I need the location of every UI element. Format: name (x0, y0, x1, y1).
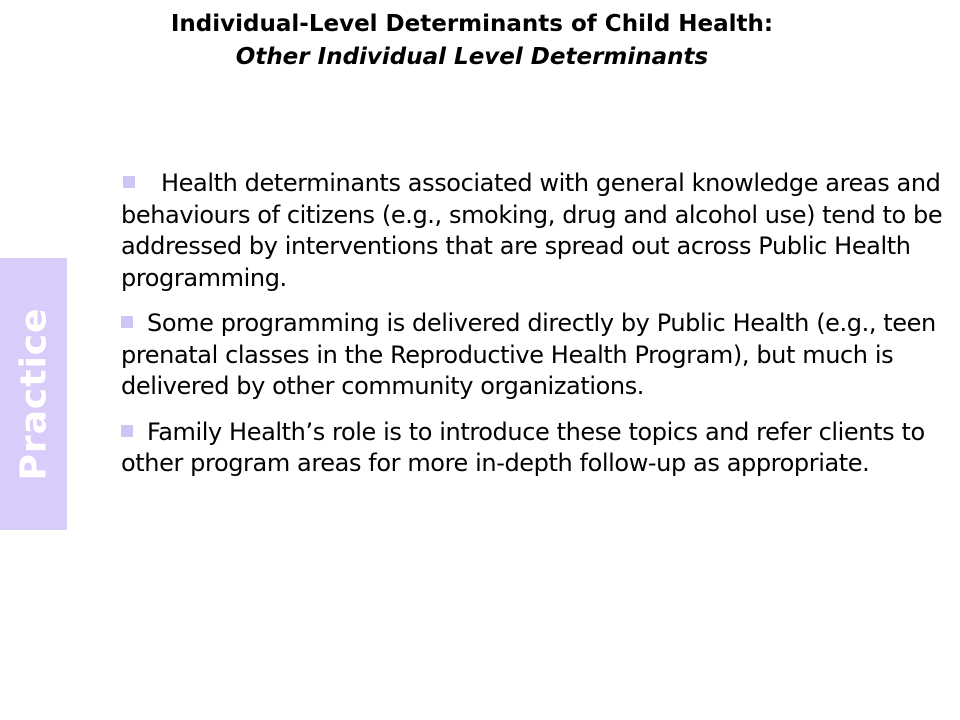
side-tab (0, 258, 67, 530)
bullet-text: Health determinants associated with general knowledge areas and behaviours of citizens (e.g., smoking, drug and alcohol use) tend to be addressed by interventions that are spread out across Public Health programming. (121, 169, 943, 292)
slide-subtitle: Other Individual Level Determinants (235, 44, 709, 70)
bullet-item (121, 417, 955, 480)
bullet-item (121, 168, 955, 294)
slide-title: Individual-Level Determinants of Child Health: (170, 11, 774, 37)
square-bullet-icon (121, 425, 133, 437)
square-bullet-icon (121, 316, 133, 328)
bullet-item (121, 308, 955, 403)
square-bullet-icon (123, 176, 135, 188)
slide-header (0, 8, 944, 74)
bullet-list (121, 168, 955, 494)
bullet-text: Some programming is delivered directly by Public Health (e.g., teen prenatal classes in the Reproductive Health Program), but much is delivered by other community organizations. (121, 309, 936, 400)
bullet-text: Family Health’s role is to introduce these topics and refer clients to other program areas for more in-depth follow-up as appropriate. (121, 417, 925, 477)
side-tab-label: Practice (13, 307, 54, 481)
